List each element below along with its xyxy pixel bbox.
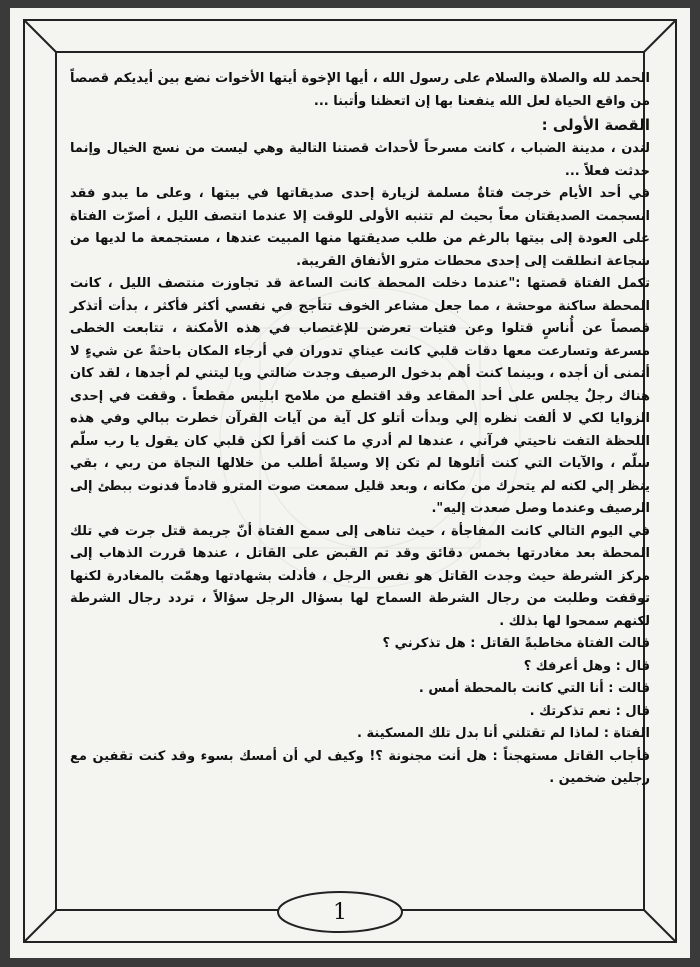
dialogue-line: الفتاة : لماذا لم تقتلني أنا بدل تلك المسكينة . bbox=[357, 726, 650, 741]
dialogue-line: قال : وهل أعرفك ؟ bbox=[523, 658, 650, 674]
paragraph: في أحد الأيام خرجت فتاةٌ مسلمة لزيارة إحدى صديقاتها في بيتها ، وعلى ما يبدو فقد انسجمت الصديقتان معاً بحيث لم تتنبه الأولى للوقت إلا عندما انتصف الليل ، أصرّت الفتاة على العودة إلى بيتها بالرغم من طلب صديقتها منها المبيت عندها ، مستجمعة ما لديها من شجاعة انطلقت إلى إحدى محطات مترو الأنفاق القريبة. bbox=[70, 186, 650, 269]
intro-paragraph: الحمد لله والصلاة والسلام على رسول الله ، أيها الإخوة أيتها الأخوات نضع بين أيديكم قصصاً من واقع الحياة لعل الله ينفعنا بها إن اتعظنا وأتبنا ... bbox=[70, 71, 650, 109]
paragraph: لندن ، مدينة الضباب ، كانت مسرحاً لأحداث قصتنا التالية وهي ليست من نسج الخيال وإنما حدثت فعلاً ... bbox=[70, 141, 650, 179]
dialogue-line: قالت : أنا التي كانت بالمحطة أمس . bbox=[418, 681, 650, 696]
corner-bottom-right bbox=[644, 910, 676, 942]
paragraph: في اليوم التالي كانت المفاجأة ، حيث تناهى إلى سمع الفتاة أنّ جريمة قتل جرت في تلك المحطة بعد مغادرتها بخمس دقائق وقد تم القبض على القاتل ، عندها قررت الذهاب إلى مركز الشرطة حيث وجدت القاتل هو نفس الرجل ، فأدلت بشهادتها وهمّت بالمغادرة لكنها توقفت وطلبت من رجال الشرطة السماح لها بسؤال الرجل سؤالاً ، تردد رجال الشرطة لكنهم سمحوا لها بذلك . bbox=[70, 523, 650, 629]
dialogue-line: قال : نعم تذكرتك . bbox=[529, 703, 650, 719]
paragraph: تكمل الفتاة قصتها :"عندما دخلت المحطة كانت الساعة قد تجاوزت منتصف الليل ، كانت المحطة ساكنة موحشة ، مما جعل مشاعر الخوف تتأجج في نفسي أكثر فأكثر ، بدأت أتذكر قصصاً عن أُناسٍ قتلوا وعن فتيات تعرضن للإغتصاب في هذه الأمكنة ، تتابعت الخطى مسرعة وتسارعت معها دقات قلبي كانت عيناي تدوران في أرجاء المكان باحثةً عن شيءٍ لا أتمنى أن أجده ، وبينما كنت أهم بدخول الرصيف وجدت ضالتي ويا ليتني لم أجدها ، لقد كان هناك رجلٌ يجلس على أحد المقاعد وقد اقتطع من ملامح ابليس مقطعاً . وقفت في إحدى الزوايا لكي لا ألفت نظره إلي وبدأت أتلو كل آية من آيات القرآن خطرت ببالي وفي هذه اللحظة التفت ناحيتي فرآني ، عندها لم أدري ما كنت أقرأ لكن قلبي كان يقول يا رب سلّم سلّم ، والآيات التي كنت أتلوها لم تكن إلا وسيلةً أطلب من خلالها النجاة من ربي ، بقي ينظر إلي لكنه لم يتحرك من مكانه ، وبعد قليل سمعت صوت المترو قادماً فدنوت ببطئ إلى الرصيف وعندما وصل صعدت إليه". bbox=[70, 276, 650, 516]
corner-top-right bbox=[644, 20, 676, 52]
article-body bbox=[70, 68, 650, 898]
corner-bottom-left bbox=[24, 910, 56, 942]
document-page bbox=[10, 8, 690, 958]
page-number: 1 bbox=[333, 899, 347, 925]
dialogue-line: قالت الفتاة مخاطبةً القاتل : هل تذكرني ؟ bbox=[382, 636, 650, 651]
story-title: القصة الأولى : bbox=[541, 116, 650, 134]
corner-top-left bbox=[24, 20, 56, 52]
dialogue-line: فأجاب القاتل مستهجناً : هل أنت مجنونة ؟! وكيف لي أن أمسك بسوء وقد كنت تقفين مع رجلين ضخمين . bbox=[70, 748, 650, 786]
